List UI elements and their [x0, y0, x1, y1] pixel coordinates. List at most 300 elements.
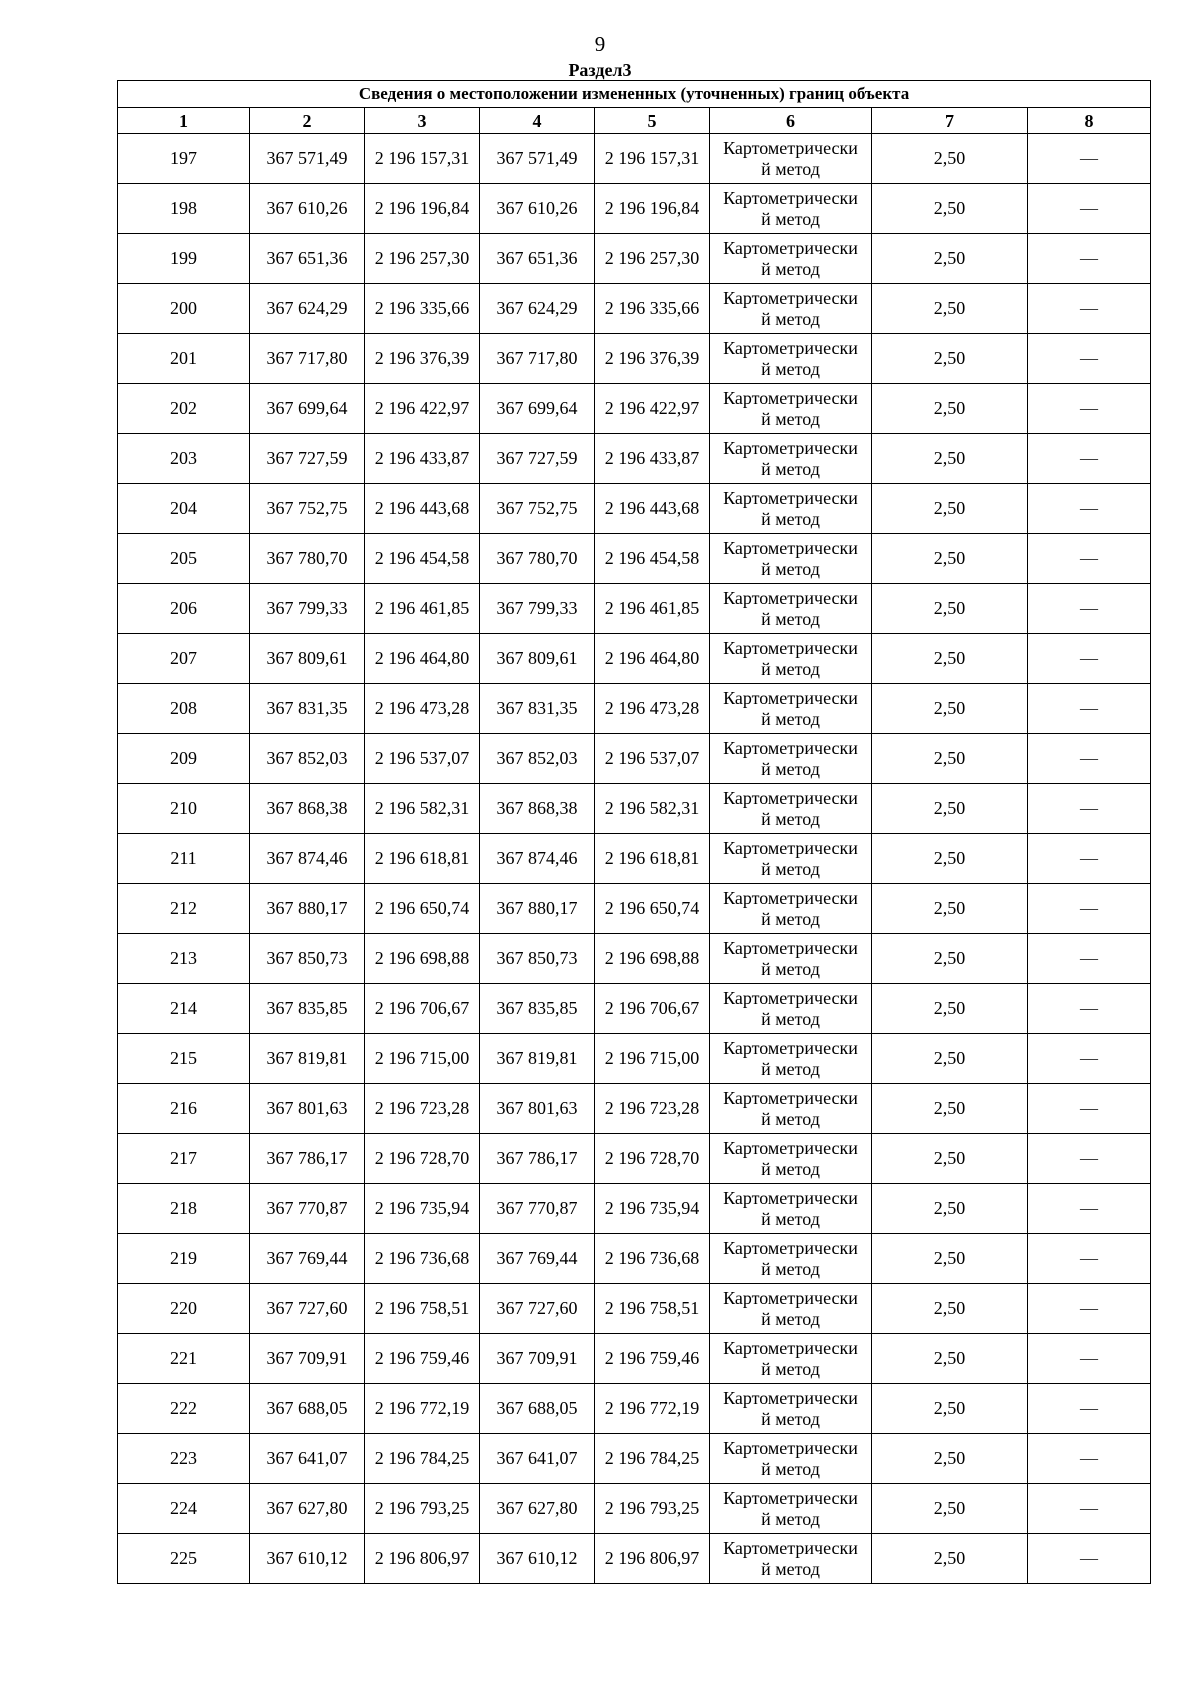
method-text: Картометрически [723, 837, 858, 858]
existing-x-cell: 367 868,38 [250, 784, 365, 834]
refined-x-cell: 367 880,17 [480, 884, 595, 934]
method-cell [710, 484, 872, 534]
note-cell [1028, 1284, 1151, 1334]
existing-y-cell: 2 196 698,88 [365, 934, 480, 984]
method-cell [710, 334, 872, 384]
existing-x-cell: 367 624,29 [250, 284, 365, 334]
point-number-cell: 206 [118, 584, 250, 634]
accuracy-cell: 2,50 [872, 1434, 1028, 1484]
accuracy-cell: 2,50 [872, 434, 1028, 484]
table-row [118, 1234, 1151, 1284]
accuracy-cell: 2,50 [872, 584, 1028, 634]
method-cell [710, 634, 872, 684]
refined-x-cell: 367 770,87 [480, 1184, 595, 1234]
existing-y-cell: 2 196 806,97 [365, 1534, 480, 1584]
method-text: й метод [761, 408, 820, 429]
note-cell [1028, 1434, 1151, 1484]
refined-y-cell: 2 196 650,74 [595, 884, 710, 934]
existing-x-cell: 367 651,36 [250, 234, 365, 284]
boundary-coordinates-table [117, 80, 1151, 1584]
note-dash: — [1080, 198, 1099, 218]
method-text: й метод [761, 1158, 820, 1179]
point-number-cell: 197 [118, 134, 250, 184]
refined-y-cell: 2 196 759,46 [595, 1334, 710, 1384]
accuracy-cell: 2,50 [872, 834, 1028, 884]
method-cell [710, 234, 872, 284]
point-number-cell: 203 [118, 434, 250, 484]
method-text: Картометрически [723, 587, 858, 608]
note-cell [1028, 334, 1151, 384]
method-text: Картометрически [723, 1137, 858, 1158]
note-dash: — [1080, 1298, 1099, 1318]
table-row [118, 1034, 1151, 1084]
refined-y-cell: 2 196 715,00 [595, 1034, 710, 1084]
accuracy-cell: 2,50 [872, 1484, 1028, 1534]
existing-y-cell: 2 196 728,70 [365, 1134, 480, 1184]
point-number-cell: 202 [118, 384, 250, 434]
existing-y-cell: 2 196 723,28 [365, 1084, 480, 1134]
existing-y-cell: 2 196 433,87 [365, 434, 480, 484]
refined-x-cell: 367 852,03 [480, 734, 595, 784]
existing-x-cell: 367 627,80 [250, 1484, 365, 1534]
refined-x-cell: 367 627,80 [480, 1484, 595, 1534]
accuracy-cell: 2,50 [872, 1534, 1028, 1584]
note-cell [1028, 1234, 1151, 1284]
refined-x-cell: 367 769,44 [480, 1234, 595, 1284]
note-cell [1028, 134, 1151, 184]
method-text: й метод [761, 1558, 820, 1579]
point-number-cell: 217 [118, 1134, 250, 1184]
method-text: й метод [761, 558, 820, 579]
method-cell [710, 734, 872, 784]
method-text: Картометрически [723, 1187, 858, 1208]
note-cell [1028, 634, 1151, 684]
note-cell [1028, 234, 1151, 284]
column-number: 2 [250, 108, 365, 134]
column-number: 6 [710, 108, 872, 134]
existing-y-cell: 2 196 582,31 [365, 784, 480, 834]
method-text: Картометрически [723, 137, 858, 158]
method-cell [710, 1434, 872, 1484]
note-dash: — [1080, 598, 1099, 618]
table-row [118, 934, 1151, 984]
method-text: Картометрически [723, 1387, 858, 1408]
method-text: Картометрически [723, 1487, 858, 1508]
table-row [118, 234, 1151, 284]
method-cell [710, 1484, 872, 1534]
refined-y-cell: 2 196 335,66 [595, 284, 710, 334]
page-number: 9 [594, 32, 606, 56]
method-text: Картометрически [723, 887, 858, 908]
note-dash: — [1080, 1498, 1099, 1518]
method-cell [710, 1084, 872, 1134]
existing-y-cell: 2 196 422,97 [365, 384, 480, 434]
method-cell [710, 434, 872, 484]
refined-x-cell: 367 641,07 [480, 1434, 595, 1484]
method-text: Картометрически [723, 487, 858, 508]
accuracy-cell: 2,50 [872, 1034, 1028, 1084]
note-cell [1028, 784, 1151, 834]
refined-x-cell: 367 610,26 [480, 184, 595, 234]
note-dash: — [1080, 848, 1099, 868]
note-dash: — [1080, 1548, 1099, 1568]
method-text: Картометрически [723, 1087, 858, 1108]
refined-x-cell: 367 819,81 [480, 1034, 595, 1084]
table-row [118, 1484, 1151, 1534]
existing-x-cell: 367 717,80 [250, 334, 365, 384]
method-text: й метод [761, 608, 820, 629]
method-text: й метод [761, 208, 820, 229]
note-dash: — [1080, 1148, 1099, 1168]
existing-y-cell: 2 196 735,94 [365, 1184, 480, 1234]
point-number-cell: 198 [118, 184, 250, 234]
refined-x-cell: 367 850,73 [480, 934, 595, 984]
table-row [118, 434, 1151, 484]
existing-y-cell: 2 196 461,85 [365, 584, 480, 634]
method-text: й метод [761, 1058, 820, 1079]
note-dash: — [1080, 498, 1099, 518]
point-number-cell: 224 [118, 1484, 250, 1534]
method-text: Картометрически [723, 687, 858, 708]
table-row [118, 784, 1151, 834]
method-text: Картометрически [723, 1037, 858, 1058]
note-cell [1028, 1184, 1151, 1234]
existing-x-cell: 367 688,05 [250, 1384, 365, 1434]
method-text: й метод [761, 858, 820, 879]
refined-x-cell: 367 786,17 [480, 1134, 595, 1184]
accuracy-cell: 2,50 [872, 1234, 1028, 1284]
method-text: й метод [761, 808, 820, 829]
refined-y-cell: 2 196 257,30 [595, 234, 710, 284]
accuracy-cell: 2,50 [872, 684, 1028, 734]
existing-x-cell: 367 727,60 [250, 1284, 365, 1334]
note-dash: — [1080, 548, 1099, 568]
method-text: Картометрически [723, 387, 858, 408]
method-cell [710, 934, 872, 984]
note-dash: — [1080, 1048, 1099, 1068]
point-number-cell: 219 [118, 1234, 250, 1284]
refined-x-cell: 367 727,59 [480, 434, 595, 484]
existing-y-cell: 2 196 650,74 [365, 884, 480, 934]
point-number-cell: 207 [118, 634, 250, 684]
refined-y-cell: 2 196 793,25 [595, 1484, 710, 1534]
table-row [118, 734, 1151, 784]
note-cell [1028, 834, 1151, 884]
note-cell [1028, 584, 1151, 634]
method-text: й метод [761, 1508, 820, 1529]
accuracy-cell: 2,50 [872, 484, 1028, 534]
table-row [118, 1134, 1151, 1184]
method-text: Картометрически [723, 1287, 858, 1308]
refined-y-cell: 2 196 196,84 [595, 184, 710, 234]
existing-x-cell: 367 835,85 [250, 984, 365, 1034]
column-number: 8 [1028, 108, 1151, 134]
note-cell [1028, 884, 1151, 934]
refined-x-cell: 367 610,12 [480, 1534, 595, 1584]
refined-y-cell: 2 196 698,88 [595, 934, 710, 984]
note-cell [1028, 434, 1151, 484]
refined-y-cell: 2 196 735,94 [595, 1184, 710, 1234]
accuracy-cell: 2,50 [872, 1184, 1028, 1234]
refined-y-cell: 2 196 461,85 [595, 584, 710, 634]
note-dash: — [1080, 948, 1099, 968]
column-number: 1 [118, 108, 250, 134]
existing-y-cell: 2 196 706,67 [365, 984, 480, 1034]
note-dash: — [1080, 898, 1099, 918]
note-cell [1028, 1384, 1151, 1434]
note-cell [1028, 384, 1151, 434]
existing-y-cell: 2 196 376,39 [365, 334, 480, 384]
existing-x-cell: 367 801,63 [250, 1084, 365, 1134]
method-text: Картометрически [723, 1537, 858, 1558]
existing-x-cell: 367 780,70 [250, 534, 365, 584]
existing-x-cell: 367 880,17 [250, 884, 365, 934]
column-number: 7 [872, 108, 1028, 134]
table-row [118, 1534, 1151, 1584]
table-row [118, 584, 1151, 634]
method-text: Картометрически [723, 937, 858, 958]
method-text: Картометрически [723, 637, 858, 658]
point-number-cell: 222 [118, 1384, 250, 1434]
method-text: й метод [761, 258, 820, 279]
method-text: Картометрически [723, 437, 858, 458]
note-cell [1028, 1534, 1151, 1584]
existing-x-cell: 367 799,33 [250, 584, 365, 634]
point-number-cell: 199 [118, 234, 250, 284]
table-row [118, 1084, 1151, 1134]
existing-y-cell: 2 196 443,68 [365, 484, 480, 534]
method-text: й метод [761, 1258, 820, 1279]
note-dash: — [1080, 1398, 1099, 1418]
refined-x-cell: 367 699,64 [480, 384, 595, 434]
existing-x-cell: 367 610,26 [250, 184, 365, 234]
note-cell [1028, 534, 1151, 584]
point-number-cell: 211 [118, 834, 250, 884]
point-number-cell: 216 [118, 1084, 250, 1134]
existing-y-cell: 2 196 196,84 [365, 184, 480, 234]
accuracy-cell: 2,50 [872, 134, 1028, 184]
refined-y-cell: 2 196 784,25 [595, 1434, 710, 1484]
accuracy-cell: 2,50 [872, 1134, 1028, 1184]
note-cell [1028, 484, 1151, 534]
existing-y-cell: 2 196 784,25 [365, 1434, 480, 1484]
table-row [118, 634, 1151, 684]
refined-y-cell: 2 196 376,39 [595, 334, 710, 384]
note-dash: — [1080, 798, 1099, 818]
method-text: Картометрически [723, 287, 858, 308]
method-cell [710, 984, 872, 1034]
note-cell [1028, 684, 1151, 734]
accuracy-cell: 2,50 [872, 284, 1028, 334]
method-cell [710, 1234, 872, 1284]
method-text: Картометрически [723, 237, 858, 258]
note-cell [1028, 1484, 1151, 1534]
refined-y-cell: 2 196 433,87 [595, 434, 710, 484]
accuracy-cell: 2,50 [872, 634, 1028, 684]
refined-y-cell: 2 196 728,70 [595, 1134, 710, 1184]
accuracy-cell: 2,50 [872, 1334, 1028, 1384]
refined-y-cell: 2 196 772,19 [595, 1384, 710, 1434]
method-cell [710, 1184, 872, 1234]
table-row [118, 184, 1151, 234]
note-cell [1028, 734, 1151, 784]
point-number-cell: 213 [118, 934, 250, 984]
existing-y-cell: 2 196 473,28 [365, 684, 480, 734]
refined-y-cell: 2 196 618,81 [595, 834, 710, 884]
method-text: й метод [761, 1408, 820, 1429]
method-cell [710, 584, 872, 634]
method-cell [710, 1034, 872, 1084]
refined-x-cell: 367 752,75 [480, 484, 595, 534]
point-number-cell: 209 [118, 734, 250, 784]
accuracy-cell: 2,50 [872, 184, 1028, 234]
point-number-cell: 215 [118, 1034, 250, 1084]
accuracy-cell: 2,50 [872, 1284, 1028, 1334]
accuracy-cell: 2,50 [872, 234, 1028, 284]
method-text: й метод [761, 358, 820, 379]
refined-y-cell: 2 196 736,68 [595, 1234, 710, 1284]
note-cell [1028, 1134, 1151, 1184]
existing-y-cell: 2 196 759,46 [365, 1334, 480, 1384]
method-text: й метод [761, 1108, 820, 1129]
point-number-cell: 225 [118, 1534, 250, 1584]
note-dash: — [1080, 1248, 1099, 1268]
method-text: й метод [761, 458, 820, 479]
method-cell [710, 384, 872, 434]
table-row [118, 1384, 1151, 1434]
method-text: Картометрически [723, 1337, 858, 1358]
existing-y-cell: 2 196 454,58 [365, 534, 480, 584]
note-cell [1028, 284, 1151, 334]
point-number-cell: 221 [118, 1334, 250, 1384]
point-number-cell: 204 [118, 484, 250, 534]
existing-x-cell: 367 641,07 [250, 1434, 365, 1484]
existing-x-cell: 367 610,12 [250, 1534, 365, 1584]
accuracy-cell: 2,50 [872, 884, 1028, 934]
method-cell [710, 1334, 872, 1384]
table-row [118, 134, 1151, 184]
table-row [118, 884, 1151, 934]
table-row [118, 984, 1151, 1034]
existing-x-cell: 367 769,44 [250, 1234, 365, 1284]
point-number-cell: 205 [118, 534, 250, 584]
method-text: Картометрически [723, 1237, 858, 1258]
note-dash: — [1080, 998, 1099, 1018]
refined-x-cell: 367 874,46 [480, 834, 595, 884]
existing-x-cell: 367 752,75 [250, 484, 365, 534]
note-dash: — [1080, 648, 1099, 668]
existing-y-cell: 2 196 736,68 [365, 1234, 480, 1284]
refined-x-cell: 367 831,35 [480, 684, 595, 734]
existing-y-cell: 2 196 793,25 [365, 1484, 480, 1534]
method-text: й метод [761, 758, 820, 779]
method-text: Картометрически [723, 787, 858, 808]
note-dash: — [1080, 148, 1099, 168]
accuracy-cell: 2,50 [872, 734, 1028, 784]
refined-x-cell: 367 780,70 [480, 534, 595, 584]
note-dash: — [1080, 1448, 1099, 1468]
existing-y-cell: 2 196 715,00 [365, 1034, 480, 1084]
note-dash: — [1080, 248, 1099, 268]
existing-x-cell: 367 770,87 [250, 1184, 365, 1234]
accuracy-cell: 2,50 [872, 784, 1028, 834]
method-text: й метод [761, 1458, 820, 1479]
refined-y-cell: 2 196 758,51 [595, 1284, 710, 1334]
refined-x-cell: 367 835,85 [480, 984, 595, 1034]
existing-x-cell: 367 819,81 [250, 1034, 365, 1084]
method-cell [710, 884, 872, 934]
note-dash: — [1080, 1348, 1099, 1368]
method-cell [710, 184, 872, 234]
refined-x-cell: 367 709,91 [480, 1334, 595, 1384]
method-text: й метод [761, 1008, 820, 1029]
point-number-cell: 223 [118, 1434, 250, 1484]
method-text: Картометрически [723, 537, 858, 558]
note-dash: — [1080, 298, 1099, 318]
existing-y-cell: 2 196 335,66 [365, 284, 480, 334]
existing-x-cell: 367 874,46 [250, 834, 365, 884]
note-cell [1028, 934, 1151, 984]
note-dash: — [1080, 698, 1099, 718]
method-text: й метод [761, 1308, 820, 1329]
refined-y-cell: 2 196 806,97 [595, 1534, 710, 1584]
refined-y-cell: 2 196 422,97 [595, 384, 710, 434]
existing-x-cell: 367 786,17 [250, 1134, 365, 1184]
method-cell [710, 684, 872, 734]
refined-x-cell: 367 801,63 [480, 1084, 595, 1134]
point-number-cell: 218 [118, 1184, 250, 1234]
method-text: Картометрически [723, 337, 858, 358]
note-dash: — [1080, 348, 1099, 368]
method-text: Картометрически [723, 187, 858, 208]
refined-y-cell: 2 196 582,31 [595, 784, 710, 834]
method-cell [710, 784, 872, 834]
point-number-cell: 200 [118, 284, 250, 334]
existing-x-cell: 367 809,61 [250, 634, 365, 684]
existing-y-cell: 2 196 537,07 [365, 734, 480, 784]
method-text: й метод [761, 158, 820, 179]
refined-x-cell: 367 571,49 [480, 134, 595, 184]
accuracy-cell: 2,50 [872, 384, 1028, 434]
accuracy-cell: 2,50 [872, 1384, 1028, 1434]
method-text: Картометрически [723, 987, 858, 1008]
refined-x-cell: 367 651,36 [480, 234, 595, 284]
column-number: 5 [595, 108, 710, 134]
method-text: й метод [761, 958, 820, 979]
existing-y-cell: 2 196 758,51 [365, 1284, 480, 1334]
table-caption-row [118, 81, 1151, 108]
table-row [118, 284, 1151, 334]
method-cell [710, 284, 872, 334]
table-row [118, 1284, 1151, 1334]
note-cell [1028, 1334, 1151, 1384]
section-label: Раздел3 [568, 60, 632, 80]
table-caption: Сведения о местоположении измененных (уточненных) границ объекта [118, 81, 1151, 108]
method-cell [710, 1384, 872, 1434]
refined-x-cell: 367 717,80 [480, 334, 595, 384]
note-dash: — [1080, 398, 1099, 418]
existing-x-cell: 367 831,35 [250, 684, 365, 734]
point-number-cell: 220 [118, 1284, 250, 1334]
existing-y-cell: 2 196 618,81 [365, 834, 480, 884]
refined-x-cell: 367 727,60 [480, 1284, 595, 1334]
method-cell [710, 534, 872, 584]
refined-x-cell: 367 868,38 [480, 784, 595, 834]
accuracy-cell: 2,50 [872, 334, 1028, 384]
refined-x-cell: 367 688,05 [480, 1384, 595, 1434]
method-cell [710, 834, 872, 884]
note-dash: — [1080, 1098, 1099, 1118]
